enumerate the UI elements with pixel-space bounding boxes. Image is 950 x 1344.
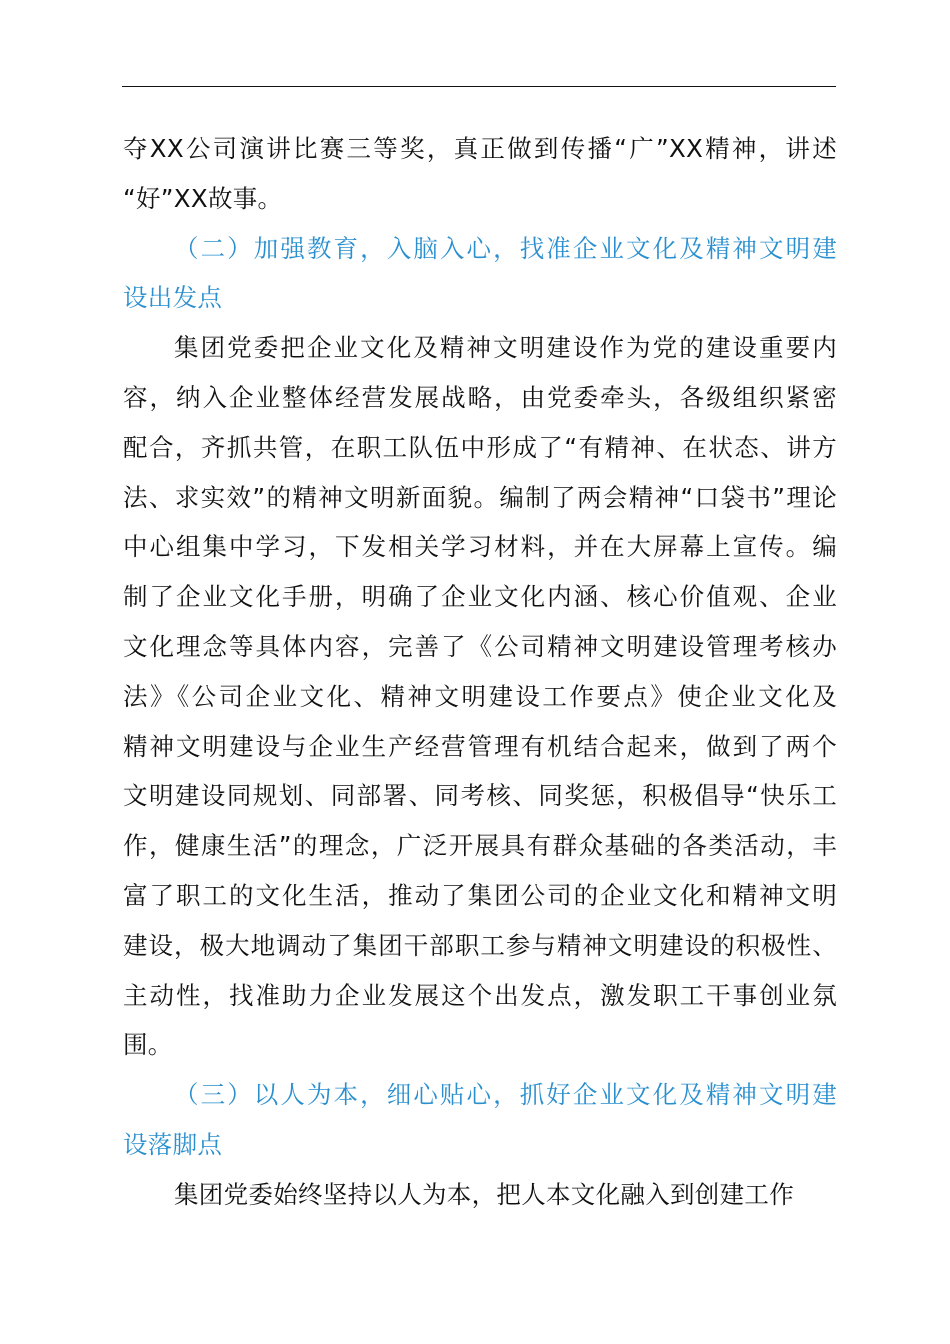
text-line: 容，纳入企业整体经营发展战略，由党委牵头，各级组织紧密 [123,382,837,412]
section-heading [123,1070,837,1170]
text-line: 配合，齐抓共管，在职工队伍中形成了“有精神、在状态、讲方 [123,432,837,462]
text-line: 中心组集中学习，下发相关学习材料，并在大屏幕上宣传。编 [123,532,837,562]
text-line: 法、求实效”的精神文明新面貌。编制了两会精神“口袋书”理论 [123,482,837,512]
text-line: 围。 [123,1030,173,1060]
text-line: 作，健康生活”的理念，广泛开展具有群众基础的各类活动，丰 [123,831,837,861]
text-line: 富了职工的文化生活，推动了集团公司的企业文化和精神文明 [123,880,837,910]
header-rule [122,86,836,87]
body-paragraph [123,1170,837,1220]
text-line: 文化理念等具体内容，完善了《公司精神文明建设管理考核办 [123,631,837,661]
heading-line: （二）加强教育，入脑入心，找准企业文化及精神文明建 [174,233,837,263]
text-line: 集团党委始终坚持以人为本，把人本文化融入到创建工作 [174,1179,794,1209]
text-line: “好”XX故事。 [123,183,283,213]
section-heading [123,224,837,324]
text-line: 法》《公司企业文化、精神文明建设工作要点》使企业文化及 [123,681,837,711]
body-paragraph [123,124,837,224]
text-line: 集团党委把企业文化及精神文明建设作为党的建设重要内 [174,333,837,363]
text-line: 精神文明建设与企业生产经营管理有机结合起来，做到了两个 [123,731,837,761]
text-line: 建设，极大地调动了集团干部职工参与精神文明建设的积极性、 [123,930,837,960]
text-line: 主动性，找准助力企业发展这个出发点，激发职工干事创业氛 [123,980,837,1010]
document-body [123,124,837,1220]
heading-line: 设落脚点 [123,1129,223,1159]
body-paragraph [123,323,837,1070]
text-line: 制了企业文化手册，明确了企业文化内涵、核心价值观、企业 [123,582,837,612]
text-line: 夺XX公司演讲比赛三等奖，真正做到传播“广”XX精神，讲述 [123,134,837,163]
heading-line: 设出发点 [123,283,223,313]
text-line: 文明建设同规划、同部署、同考核、同奖惩，积极倡导“快乐工 [123,781,837,811]
heading-line: （三）以人为本，细心贴心，抓好企业文化及精神文明建 [174,1080,837,1110]
